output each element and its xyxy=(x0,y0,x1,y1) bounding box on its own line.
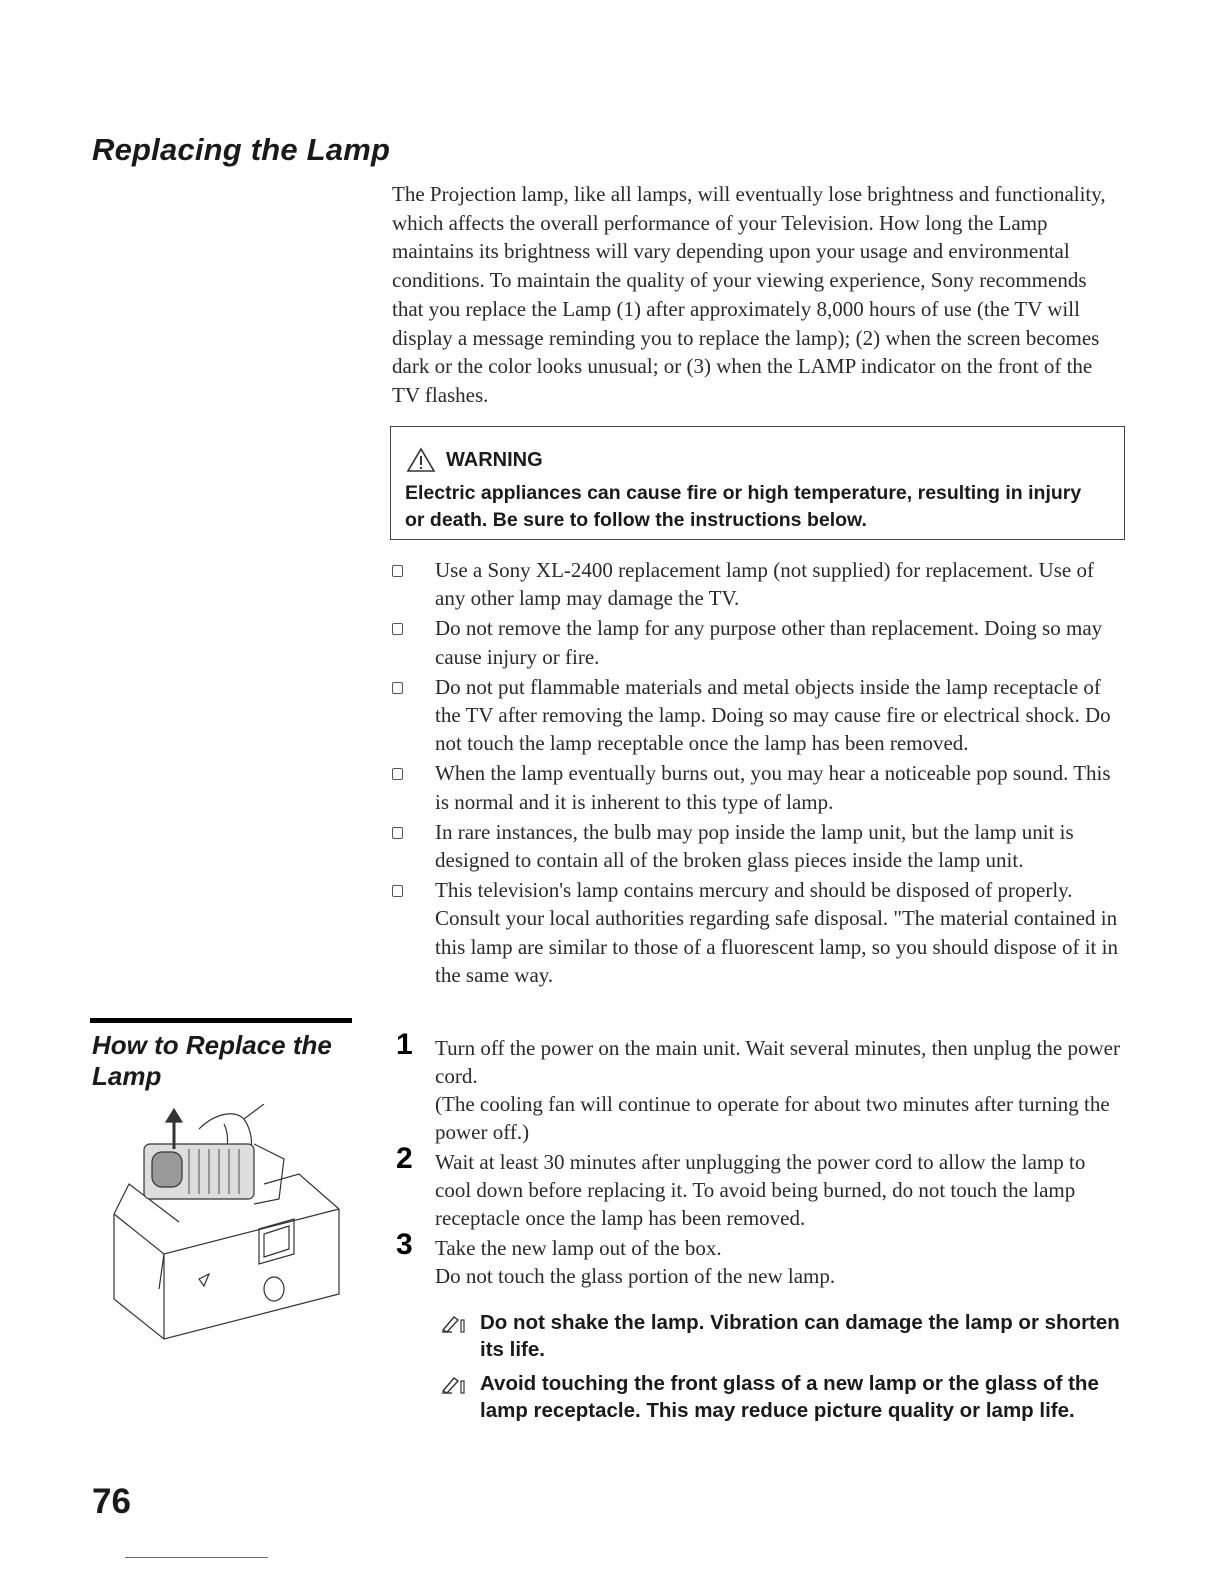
step-text: Take the new lamp out of the box. xyxy=(435,1236,722,1260)
pencil-note-icon xyxy=(440,1313,470,1333)
page-number: 76 xyxy=(92,1482,131,1521)
list-item: Do not put flammable materials and metal objects inside the lamp receptacle of the TV after removing the lamp. Doing so may cause fire or electrical shock. Do not touch the lamp receptable once the lamp has been removed. xyxy=(390,673,1125,758)
warning-triangle-icon xyxy=(406,447,436,473)
checkbox-bullet-icon xyxy=(392,565,403,577)
warning-heading: WARNING xyxy=(446,448,543,471)
precaution-list xyxy=(390,556,1125,991)
section-title: How to Replace the Lamp xyxy=(92,1030,332,1091)
list-item: In rare instances, the bulb may pop inside the lamp unit, but the lamp unit is designed to contain all of the broken glass pieces inside the lamp unit. xyxy=(390,818,1125,874)
page-title: Replacing the Lamp xyxy=(92,132,391,167)
checkbox-bullet-icon xyxy=(392,827,403,839)
pencil-note-icon xyxy=(440,1374,470,1394)
step-text: (The cooling fan will continue to operate for about two minutes after turning the power off.) xyxy=(435,1092,1110,1144)
warning-box xyxy=(390,426,1125,540)
step-text: Turn off the power on the main unit. Wait several minutes, then unplug the power cord. xyxy=(435,1036,1120,1088)
checkbox-bullet-icon xyxy=(392,768,403,780)
list-item: Use a Sony XL-2400 replacement lamp (not supplied) for replacement. Use of any other lamp may damage the TV. xyxy=(390,556,1125,612)
lamp-removal-illustration xyxy=(104,1104,344,1354)
warning-heading-row xyxy=(406,447,543,473)
list-item: When the lamp eventually burns out, you may hear a noticeable pop sound. This is normal and it is inherent to this type of lamp. xyxy=(390,759,1125,815)
note-item: Avoid touching the front glass of a new lamp or the glass of the lamp receptacle. This may reduce picture quality or lamp life. xyxy=(440,1371,1130,1424)
list-item: This television's lamp contains mercury and should be disposed of properly. Consult your local authorities regarding safe disposal. "The material contained in this lamp are similar to those of a fluorescent lamp, so you should dispose of it in the same way. xyxy=(390,876,1125,989)
checkbox-bullet-icon xyxy=(392,885,403,897)
footer-rule xyxy=(125,1557,268,1558)
step-item xyxy=(390,1142,1125,1232)
warning-text: Electric appliances can cause fire or high temperature, resulting in injury or death. Be sure to follow the instructions below. xyxy=(405,482,1082,531)
step-item xyxy=(390,1228,1125,1290)
checkbox-bullet-icon xyxy=(392,623,403,635)
step-number: 2 xyxy=(396,1142,413,1175)
notes xyxy=(440,1310,1130,1432)
section-divider xyxy=(90,1018,352,1023)
step-number: 3 xyxy=(396,1228,413,1261)
step-number: 1 xyxy=(396,1028,413,1061)
list-item: Do not remove the lamp for any purpose other than replacement. Doing so may cause injury or fire. xyxy=(390,614,1125,670)
step-text: Wait at least 30 minutes after unplugging the power cord to allow the lamp to cool down before replacing it. To avoid being burned, do not touch the lamp receptacle once the lamp has been removed. xyxy=(435,1150,1086,1230)
intro-paragraph: The Projection lamp, like all lamps, will eventually lose brightness and functionality, which affects the overall performance of your Television. How long the Lamp maintains its brightness will vary depending upon your usage and environmental conditions. To maintain the quality of your viewing experience, Sony recommends that you replace the Lamp (1) after approximately 8,000 hours of use (the TV will display a message reminding you to replace the lamp); (2) when the screen becomes dark or the color looks unusual; or (3) when the LAMP indicator on the front of the TV flashes. xyxy=(392,182,1106,407)
note-item: Do not shake the lamp. Vibration can damage the lamp or shorten its life. xyxy=(440,1310,1130,1363)
step-item xyxy=(390,1028,1125,1146)
checkbox-bullet-icon xyxy=(392,682,403,694)
replacement-steps xyxy=(390,1028,1125,1292)
step-text: Do not touch the glass portion of the new lamp. xyxy=(435,1264,836,1288)
